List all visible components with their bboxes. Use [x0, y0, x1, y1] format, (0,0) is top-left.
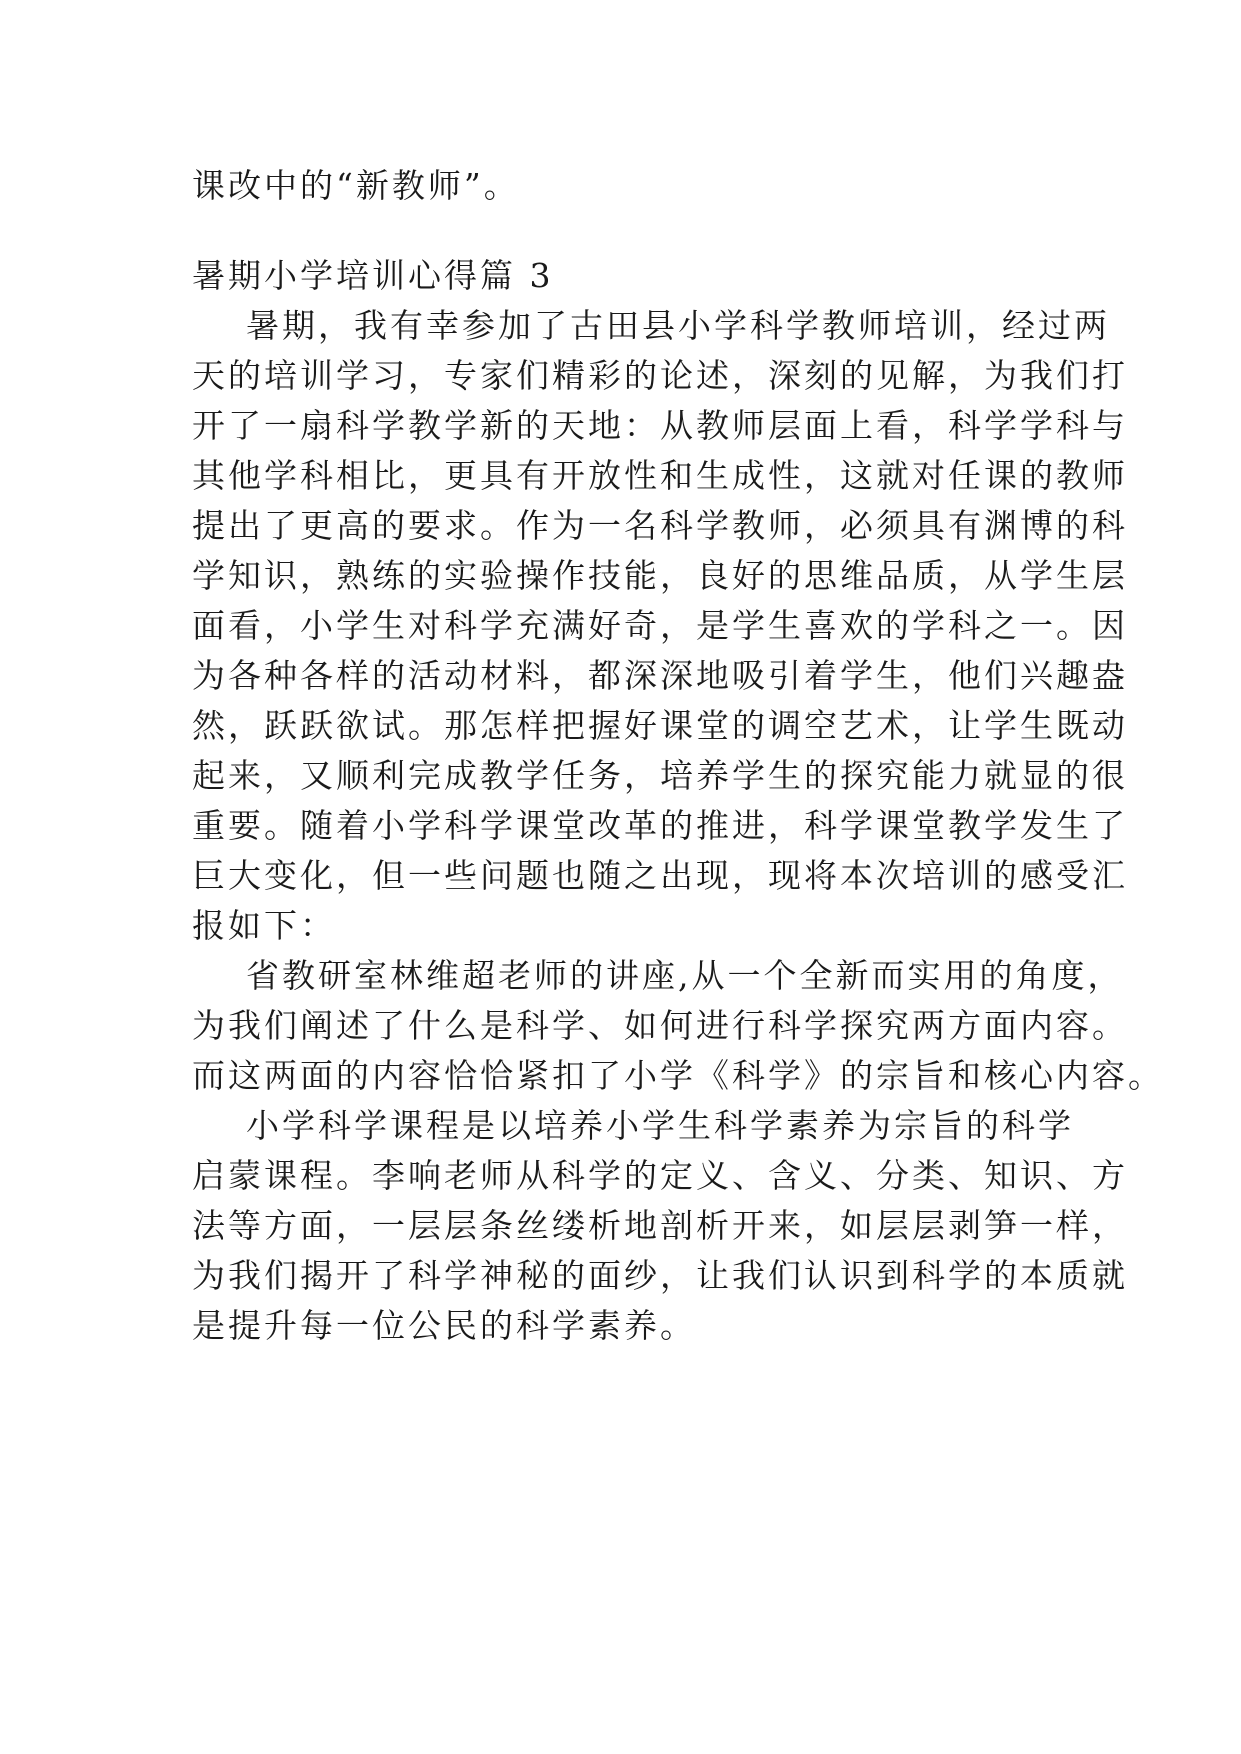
- text-line: 为我们揭开了科学神秘的面纱，让我们认识到科学的本质就: [192, 1256, 1128, 1295]
- text-line: 开了一扇科学教学新的天地：从教师层面上看，科学学科与: [192, 406, 1128, 445]
- text-line: 而这两面的内容恰恰紧扣了小学《科学》的宗旨和核心内容。: [192, 1056, 1164, 1095]
- text-line: 为各种各样的活动材料，都深深地吸引着学生，他们兴趣盎: [192, 656, 1128, 695]
- text-line: 巨大变化，但一些问题也随之出现，现将本次培训的感受汇: [192, 856, 1128, 895]
- text-line: 暑期，我有幸参加了古田县小学科学教师培训，经过两: [192, 306, 1110, 345]
- text-line: 法等方面，一层层条丝缕析地剖析开来，如层层剥笋一样，: [192, 1206, 1128, 1245]
- text-line: 报如下：: [192, 906, 336, 945]
- text-line: 其他学科相比，更具有开放性和生成性，这就对任课的教师: [192, 456, 1128, 495]
- section-heading: 暑期小学培训心得篇 3: [192, 256, 554, 295]
- text-line: 天的培训学习，专家们精彩的论述，深刻的见解，为我们打: [192, 356, 1128, 395]
- text-line: 课改中的“新教师”。: [192, 166, 520, 205]
- text-line: 学知识，熟练的实验操作技能，良好的思维品质，从学生层: [192, 556, 1128, 595]
- text-line: 为我们阐述了什么是科学、如何进行科学探究两方面内容。: [192, 1006, 1128, 1045]
- text-line: 省教研室林维超老师的讲座,从一个全新而实用的角度，: [192, 956, 1124, 995]
- text-line: 提出了更高的要求。作为一名科学教师，必须具有渊博的科: [192, 506, 1128, 545]
- text-line: 启蒙课程。李响老师从科学的定义、含义、分类、知识、方: [192, 1156, 1128, 1195]
- text-line: 重要。随着小学科学课堂改革的推进，科学课堂教学发生了: [192, 806, 1128, 845]
- text-line: 是提升每一位公民的科学素养。: [192, 1306, 696, 1345]
- text-line: 起来，又顺利完成教学任务，培养学生的探究能力就显的很: [192, 756, 1128, 795]
- text-line: 面看，小学生对科学充满好奇，是学生喜欢的学科之一。因: [192, 606, 1128, 645]
- text-line: 然，跃跃欲试。那怎样把握好课堂的调空艺术，让学生既动: [192, 706, 1128, 745]
- text-line: 小学科学课程是以培养小学生科学素养为宗旨的科学: [192, 1106, 1074, 1145]
